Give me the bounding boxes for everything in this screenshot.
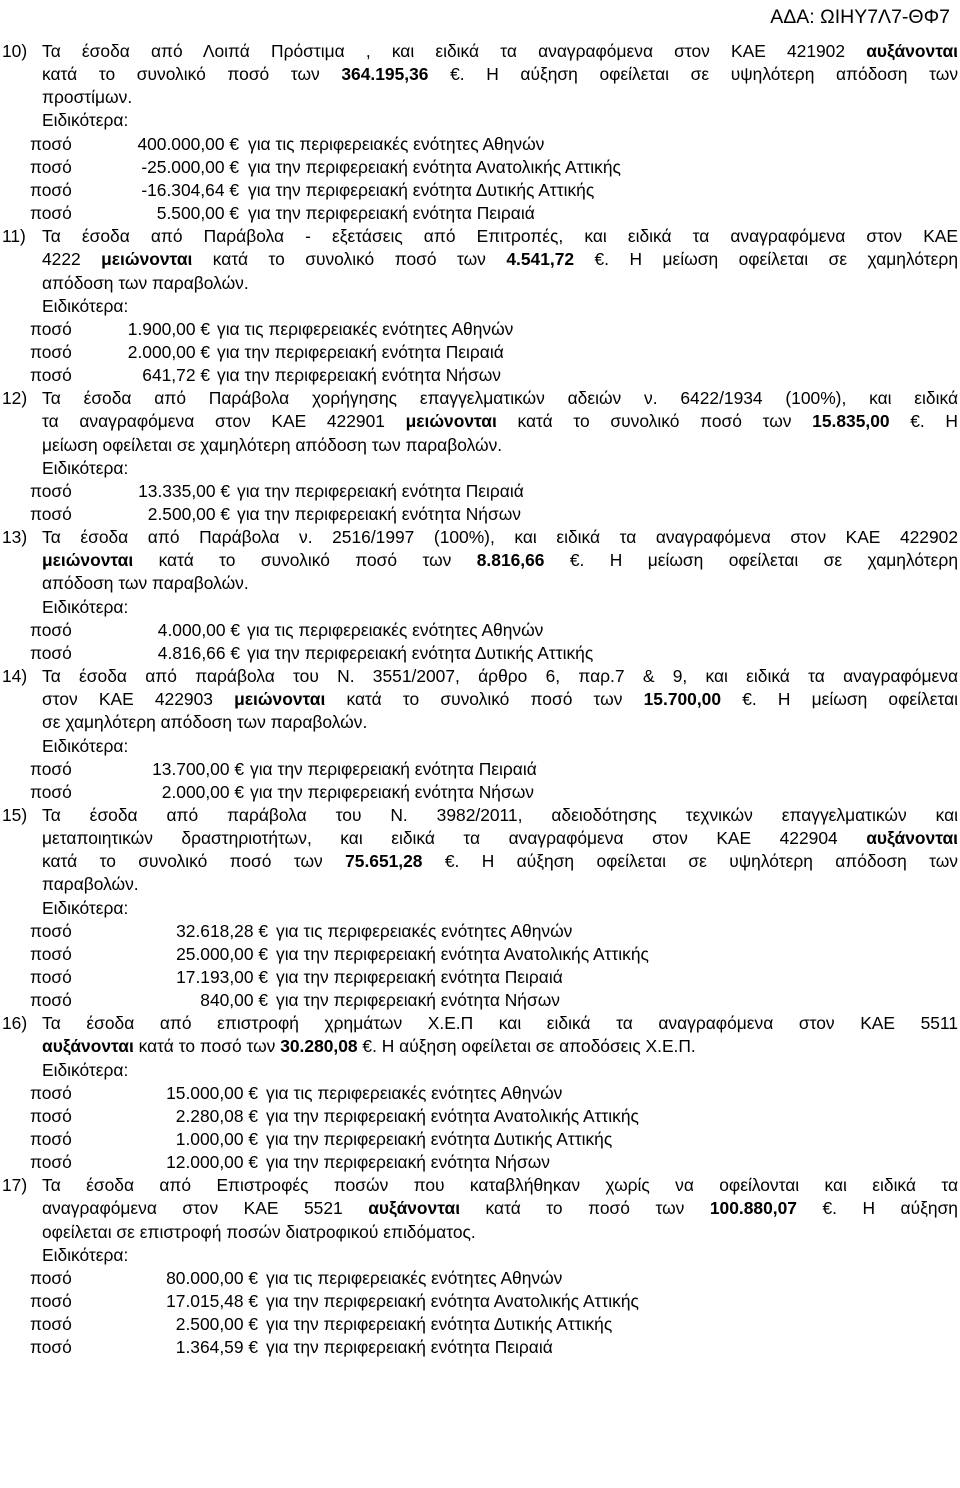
- item-body: [42, 40, 958, 133]
- amount-row: [0, 1151, 960, 1174]
- amount-description: για την περιφερειακή ενότητα Δυτικής Αττικής: [266, 1129, 613, 1150]
- bold-text: μειώνονται: [405, 411, 497, 432]
- amount-label: ποσό: [30, 642, 72, 663]
- paragraph-line: [42, 804, 958, 827]
- amount-label: ποσό: [30, 1105, 72, 1126]
- amount-description: για τις περιφερειακές ενότητες Αθηνών: [247, 619, 544, 640]
- amount-description: για την περιφερειακή ενότητα Πειραιά: [237, 480, 524, 501]
- amount-description: για τις περιφερειακές ενότητες Αθηνών: [276, 920, 573, 941]
- text-segment: αναγραφόμενα στον ΚΑΕ 5521: [42, 1198, 369, 1219]
- amount-row: [0, 1290, 960, 1313]
- amount-description: για την περιφερειακή ενότητα Νήσων: [276, 990, 560, 1011]
- amount-value: 641,72 €: [142, 365, 210, 386]
- amount-value: 1.000,00 €: [175, 1129, 258, 1150]
- amount-description: για την περιφερειακή ενότητα Νήσων: [250, 781, 534, 802]
- amount-value: 17.015,48 €: [166, 1291, 258, 1312]
- text-segment: Τα έσοδα από Παράβολα χορήγησης επαγγελματικών αδειών ν. 6422/1934 (100%), και ειδικά: [42, 388, 958, 409]
- text-segment: 4222: [42, 249, 102, 270]
- paragraph-line: [42, 272, 958, 295]
- amount-value: 4.000,00 €: [157, 619, 240, 640]
- amount-value: 2.280,08 €: [175, 1105, 258, 1126]
- amount-row: [0, 179, 960, 202]
- section-item: [0, 225, 960, 387]
- amount-value: 12.000,00 €: [166, 1152, 258, 1173]
- bold-text: 100.880,07: [709, 1198, 797, 1219]
- text-segment: Τα έσοδα από Παράβολα ν. 2516/1997 (100%), και ειδικά τα αναγραφόμενα στον ΚΑΕ 422902: [42, 527, 958, 548]
- amount-description: για τις περιφερειακές ενότητες Αθηνών: [266, 1267, 563, 1288]
- paragraph-line: [42, 1035, 958, 1058]
- text-segment: €. Η: [889, 411, 958, 432]
- text-segment: κατά το ποσό των: [133, 1036, 281, 1057]
- amount-label: ποσό: [30, 203, 72, 224]
- amount-value: 80.000,00 €: [166, 1267, 258, 1288]
- amount-row: [0, 318, 960, 341]
- paragraph-line: [42, 572, 958, 595]
- paragraph-line: [42, 40, 958, 63]
- amount-value: 1.364,59 €: [175, 1337, 258, 1358]
- item-body: [42, 1012, 958, 1081]
- paragraph-line: [42, 827, 958, 850]
- amount-row: [0, 989, 960, 1012]
- bold-text: 15.835,00: [812, 411, 890, 432]
- amount-value: 2.500,00 €: [175, 1314, 258, 1335]
- text-segment: στον ΚΑΕ 422903: [42, 689, 235, 710]
- bold-text: 75.651,28: [345, 851, 423, 872]
- item-number: 13): [2, 527, 28, 548]
- amount-value: -16.304,64 €: [141, 179, 239, 200]
- amount-row: [0, 758, 960, 781]
- text-segment: €. Η μείωση οφείλεται σε χαμηλότερη: [574, 249, 958, 270]
- bold-text: μειώνονται: [101, 249, 193, 270]
- text-segment: σε χαμηλότερη απόδοση των παραβολών.: [42, 712, 368, 733]
- amount-value: -25.000,00 €: [141, 156, 239, 177]
- amount-label: ποσό: [30, 990, 72, 1011]
- bold-text: 30.280,08: [280, 1036, 358, 1057]
- amount-description: για την περιφερειακή ενότητα Πειραιά: [250, 758, 537, 779]
- ada-code: ΑΔΑ: ΩΙΗΥ7Λ7-ΘΦ7: [770, 6, 950, 28]
- item-body: [42, 804, 958, 920]
- paragraph-line: [42, 63, 958, 86]
- paragraph-line: [42, 1012, 958, 1035]
- amount-description: για την περιφερειακή ενότητα Νήσων: [217, 365, 501, 386]
- amount-label: ποσό: [30, 1267, 72, 1288]
- amount-label: ποσό: [30, 967, 72, 988]
- item-number: 12): [2, 388, 28, 409]
- paragraph-line: [42, 387, 958, 410]
- amount-value: 17.193,00 €: [176, 967, 268, 988]
- amount-value: 13.700,00 €: [152, 758, 244, 779]
- amount-description: για τις περιφερειακές ενότητες Αθηνών: [266, 1082, 563, 1103]
- section-item: [0, 40, 960, 225]
- bold-text: 364.195,36: [341, 64, 429, 85]
- amount-value: 4.816,66 €: [157, 642, 240, 663]
- text-segment: €. Η μείωση οφείλεται: [721, 689, 958, 710]
- text-segment: Τα έσοδα από επιστροφή χρημάτων Χ.Ε.Π και ειδικά τα αναγραφόμενα στον ΚΑΕ 5511: [42, 1013, 958, 1034]
- text-segment: κατά το ποσό των: [460, 1198, 710, 1219]
- amount-label: ποσό: [30, 619, 72, 640]
- amount-label: ποσό: [30, 943, 72, 964]
- amount-row: [0, 503, 960, 526]
- amount-label: ποσό: [30, 1337, 72, 1358]
- details-label: Ειδικότερα:: [42, 295, 129, 316]
- text-segment: Τα έσοδα από Επιστροφές ποσών που καταβλήθηκαν χωρίς να οφείλονται και ειδικά τα: [42, 1175, 958, 1196]
- section-item: [0, 387, 960, 526]
- text-segment: απόδοση των παραβολών.: [42, 272, 249, 293]
- details-label: Ειδικότερα:: [42, 596, 129, 617]
- amount-label: ποσό: [30, 156, 72, 177]
- item-body: [42, 1174, 958, 1267]
- section-item: [0, 526, 960, 665]
- amount-label: ποσό: [30, 504, 72, 524]
- amount-description: για τις περιφερειακές ενότητες Αθηνών: [248, 133, 545, 154]
- bold-text: μειώνονται: [234, 689, 326, 710]
- paragraph-line: [42, 86, 958, 109]
- text-segment: €. Η αύξηση οφείλεται σε υψηλότερη απόδοση των: [428, 64, 959, 85]
- amount-row: [0, 341, 960, 364]
- item-number: 14): [2, 666, 28, 687]
- bold-text: 4.541,72: [506, 249, 575, 270]
- amount-value: 25.000,00 €: [176, 943, 268, 964]
- text-segment: κατά το συνολικό ποσό των: [42, 64, 342, 85]
- amount-row: [0, 1128, 960, 1151]
- item-body: [42, 526, 958, 619]
- amount-description: για την περιφερειακή ενότητα Ανατολικής Αττικής: [266, 1291, 639, 1312]
- text-segment: κατά το συνολικό ποσό των: [42, 851, 346, 872]
- amount-row: [0, 480, 960, 503]
- text-segment: τα αναγραφόμενα στον ΚΑΕ 422901: [42, 411, 406, 432]
- text-segment: €. Η αύξηση: [796, 1198, 958, 1219]
- paragraph-line: [42, 434, 958, 457]
- amount-row: [0, 156, 960, 179]
- details-label: Ειδικότερα:: [42, 457, 129, 478]
- amount-row: [0, 943, 960, 966]
- text-segment: Τα έσοδα από Λοιπά Πρόστιμα , και ειδικά τα αναγραφόμενα στον ΚΑΕ 421902: [42, 41, 867, 61]
- paragraph-line: [42, 1174, 958, 1197]
- text-segment: €. Η μείωση οφείλεται σε χαμηλότερη: [544, 550, 958, 571]
- amount-description: για την περιφερειακή ενότητα Δυτικής Αττικής: [248, 179, 595, 200]
- amount-label: ποσό: [30, 480, 72, 501]
- amount-row: [0, 364, 960, 387]
- details-label: Ειδικότερα:: [42, 110, 129, 131]
- amount-label: ποσό: [30, 781, 72, 802]
- section-item: [0, 1174, 960, 1359]
- details-label: Ειδικότερα:: [42, 1244, 129, 1265]
- section-item: [0, 1012, 960, 1174]
- amount-description: για την περιφερειακή ενότητα Νήσων: [237, 504, 521, 524]
- text-segment: κατά το συνολικό ποσό των: [133, 550, 477, 571]
- amount-description: για την περιφερειακή ενότητα Πειραιά: [276, 967, 563, 988]
- amount-row: [0, 202, 960, 225]
- amount-value: 2.500,00 €: [147, 504, 230, 524]
- bold-text: αυξάνονται: [42, 1036, 134, 1057]
- amount-value: 1.900,00 €: [127, 318, 210, 339]
- amount-row: [0, 619, 960, 642]
- text-segment: Τα έσοδα από Παράβολα - εξετάσεις από Επιτροπές, και ειδικά τα αναγραφόμενα στον ΚΑΕ: [42, 226, 958, 247]
- amount-label: ποσό: [30, 758, 72, 779]
- paragraph-line: [42, 711, 958, 734]
- text-segment: προστίμων.: [42, 87, 133, 108]
- item-number: 15): [2, 804, 28, 825]
- bold-text: 8.816,66: [476, 550, 545, 571]
- text-segment: οφείλεται σε επιστροφή ποσών διατροφικού επιδόματος.: [42, 1221, 476, 1242]
- section-item: [0, 804, 960, 1012]
- paragraph-line: [42, 248, 958, 271]
- item-body: [42, 225, 958, 318]
- paragraph-line: [42, 225, 958, 248]
- amount-description: για την περιφερειακή ενότητα Νήσων: [266, 1152, 550, 1173]
- amount-row: [0, 781, 960, 804]
- text-segment: κατά το συνολικό ποσό των: [496, 411, 813, 432]
- amount-label: ποσό: [30, 1082, 72, 1103]
- bold-text: αυξάνονται: [866, 41, 958, 61]
- item-number: 10): [2, 41, 28, 61]
- amount-value: 400.000,00 €: [137, 133, 239, 154]
- amount-description: για την περιφερειακή ενότητα Πειραιά: [248, 203, 535, 224]
- item-number: 16): [2, 1013, 28, 1034]
- amount-value: 15.000,00 €: [166, 1082, 258, 1103]
- amount-description: για την περιφερειακή ενότητα Πειραιά: [217, 341, 504, 362]
- text-segment: €. Η αύξηση οφείλεται σε αποδόσεις Χ.Ε.Π.: [357, 1036, 696, 1057]
- amount-row: [0, 133, 960, 156]
- amount-row: [0, 1313, 960, 1336]
- bold-text: 15.700,00: [643, 689, 722, 710]
- paragraph-line: [42, 665, 958, 688]
- amount-label: ποσό: [30, 179, 72, 200]
- amount-row: [0, 1336, 960, 1359]
- document-content: [0, 40, 960, 1360]
- item-body: [42, 665, 958, 758]
- amount-label: ποσό: [30, 341, 72, 362]
- amount-description: για την περιφερειακή ενότητα Πειραιά: [266, 1337, 553, 1358]
- text-segment: κατά το συνολικό ποσό των: [325, 689, 644, 710]
- amount-description: για την περιφερειακή ενότητα Ανατολικής Αττικής: [248, 156, 621, 177]
- section-item: [0, 665, 960, 804]
- details-label: Ειδικότερα:: [42, 1059, 129, 1080]
- details-label: Ειδικότερα:: [42, 735, 129, 756]
- text-segment: μεταποιητικών δραστηριοτήτων, και ειδικά τα αναγραφόμενα στον ΚΑΕ 422904: [42, 828, 867, 849]
- amount-row: [0, 642, 960, 665]
- amount-label: ποσό: [30, 1129, 72, 1150]
- item-body: [42, 387, 958, 480]
- item-number: 11): [2, 226, 26, 247]
- amount-value: 840,00 €: [200, 990, 268, 1011]
- paragraph-line: [42, 410, 958, 433]
- amount-row: [0, 1267, 960, 1290]
- paragraph-line: [42, 1221, 958, 1244]
- amount-value: 13.335,00 €: [138, 480, 230, 501]
- paragraph-line: [42, 526, 958, 549]
- amount-description: για την περιφερειακή ενότητα Ανατολικής Αττικής: [276, 943, 649, 964]
- text-segment: απόδοση των παραβολών.: [42, 573, 249, 594]
- amount-description: για την περιφερειακή ενότητα Δυτικής Αττικής: [266, 1314, 613, 1335]
- text-segment: μείωση οφείλεται σε χαμηλότερη απόδοση των παραβολών.: [42, 434, 503, 455]
- text-segment: Τα έσοδα από παράβολα του Ν. 3551/2007, άρθρο 6, παρ.7 & 9, και ειδικά τα αναγραφόμενα: [42, 666, 958, 687]
- bold-text: αυξάνονται: [368, 1198, 461, 1219]
- amount-row: [0, 1105, 960, 1128]
- amount-value: 2.000,00 €: [127, 341, 210, 362]
- amount-label: ποσό: [30, 1291, 72, 1312]
- item-number: 17): [2, 1175, 28, 1196]
- amount-value: 2.000,00 €: [161, 781, 244, 802]
- paragraph-line: [42, 688, 958, 711]
- amount-label: ποσό: [30, 1152, 72, 1173]
- paragraph-line: [42, 1197, 958, 1220]
- amount-label: ποσό: [30, 1314, 72, 1335]
- text-segment: Τα έσοδα από παράβολα του Ν. 3982/2011, αδειοδότησης τεχνικών επαγγελματικών και: [42, 804, 958, 825]
- amount-description: για την περιφερειακή ενότητα Ανατολικής Αττικής: [266, 1105, 639, 1126]
- paragraph-line: [42, 549, 958, 572]
- amount-description: για την περιφερειακή ενότητα Δυτικής Αττικής: [247, 642, 594, 663]
- paragraph-line: [42, 873, 958, 896]
- bold-text: αυξάνονται: [866, 828, 958, 849]
- details-label: Ειδικότερα:: [42, 897, 129, 918]
- amount-value: 32.618,28 €: [176, 920, 268, 941]
- paragraph-line: [42, 850, 958, 873]
- text-segment: €. Η αύξηση οφείλεται σε υψηλότερη απόδοση των: [422, 851, 959, 872]
- amount-row: [0, 920, 960, 943]
- bold-text: μειώνονται: [42, 550, 134, 571]
- amount-row: [0, 1082, 960, 1105]
- amount-label: ποσό: [30, 920, 72, 941]
- text-segment: παραβολών.: [42, 874, 139, 895]
- amount-description: για τις περιφερειακές ενότητες Αθηνών: [217, 318, 514, 339]
- text-segment: κατά το συνολικό ποσό των: [192, 249, 507, 270]
- amount-label: ποσό: [30, 318, 72, 339]
- amount-label: ποσό: [30, 365, 72, 386]
- amount-label: ποσό: [30, 133, 72, 154]
- amount-value: 5.500,00 €: [156, 203, 239, 224]
- amount-row: [0, 966, 960, 989]
